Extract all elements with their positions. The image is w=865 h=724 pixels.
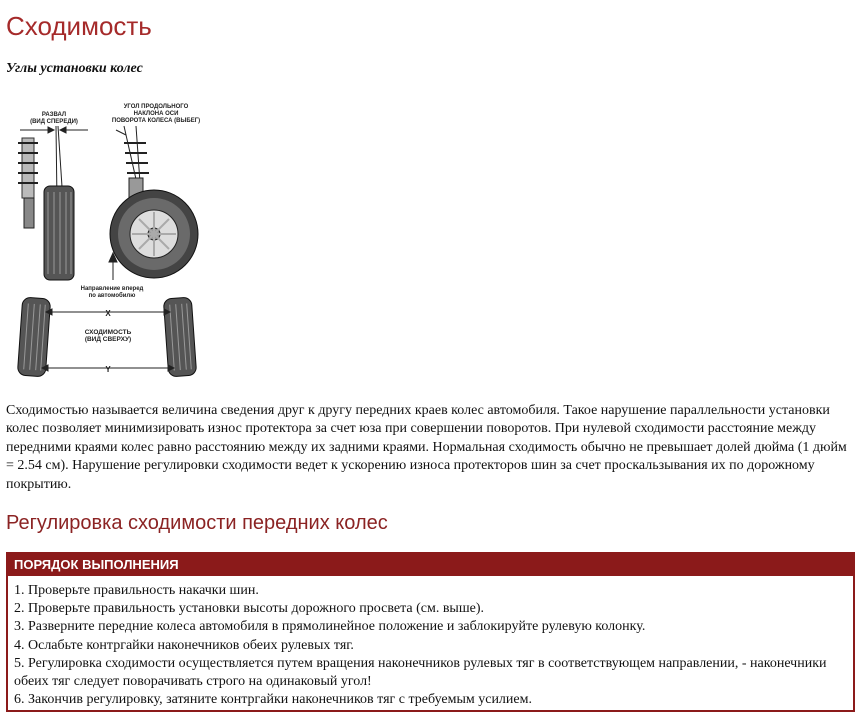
caster-label-1: УГОЛ ПРОДОЛЬНОГО — [123, 104, 189, 110]
procedure-header: ПОРЯДОК ВЫПОЛНЕНИЯ — [8, 554, 853, 576]
procedure-step: 6. Закончив регулировку, затяните контргайки наконечников тяг с требуемым усилием. — [14, 692, 532, 708]
procedure-step: 4. Ослабьте контргайки наконечников обеих рулевых тяг. — [14, 637, 354, 653]
camber-arrows — [20, 127, 88, 133]
toe-view-label: (ВИД СВЕРХУ) — [84, 336, 132, 343]
page-title: Сходимость — [6, 11, 152, 41]
procedure-box — [6, 552, 855, 712]
procedure-step: 5. Регулировка сходимости осуществляется путем вращения наконечников рулевых тяг в соответствующем направлении, - наконечники обеих тяг следует поворачивать строго на одинаковый угол! — [14, 655, 827, 690]
procedure-steps — [8, 576, 853, 709]
procedure-step: 2. Проверьте правильность установки высоты дорожного просвета (см. выше). — [14, 601, 484, 617]
toe-label: СХОДИМОСТЬ — [84, 329, 132, 336]
page-subtitle: Углы установки колес — [6, 61, 143, 76]
procedure-step: 3. Разверните передние колеса автомобиля в прямолинейное положение и заблокируйте рулевую колонку. — [14, 619, 646, 635]
procedure-step: 1. Проверьте правильность накачки шин. — [14, 583, 259, 598]
wheel-alignment-figure — [8, 98, 218, 388]
camber-label: РАЗВАЛ — [41, 112, 67, 118]
camber-wheel-drawing — [18, 126, 74, 280]
y-dimension-label: Y — [105, 365, 111, 374]
direction-label-2: по автомобилю — [88, 293, 136, 299]
camber-view-label: (ВИД СПЕРЕДИ) — [30, 119, 78, 125]
forward-direction-arrow — [109, 253, 117, 280]
section-title: Регулировка сходимости передних колес — [6, 512, 388, 534]
caster-label-2: НАКЛОНА ОСИ — [133, 111, 179, 117]
caster-label-3: ПОВОРОТА КОЛЕСА (ВЫБЕГ) — [111, 118, 201, 124]
caster-wheel-drawing — [110, 126, 198, 278]
intro-paragraph: Сходимостью называется величина сведения друг к другу передних краев колес автомобиля. Такое нарушение параллельности установки колес позволяет минимизировать износ протектора за счет юза при совершении поворотов. При нулевой сходимости расстояние между передними краями колес равно расстоянию между их задними краями. Нормальная сходимость обычно не превышает долей дюйма (1 дюйм = 2.54 см). Нарушение регулировки сходимости ведет к ускорению износа протекторов шин за счет проскальзывания их по дорожному покрытию. — [6, 403, 847, 492]
direction-label-1: Направление вперед — [80, 286, 144, 292]
x-dimension-label: X — [105, 309, 111, 318]
